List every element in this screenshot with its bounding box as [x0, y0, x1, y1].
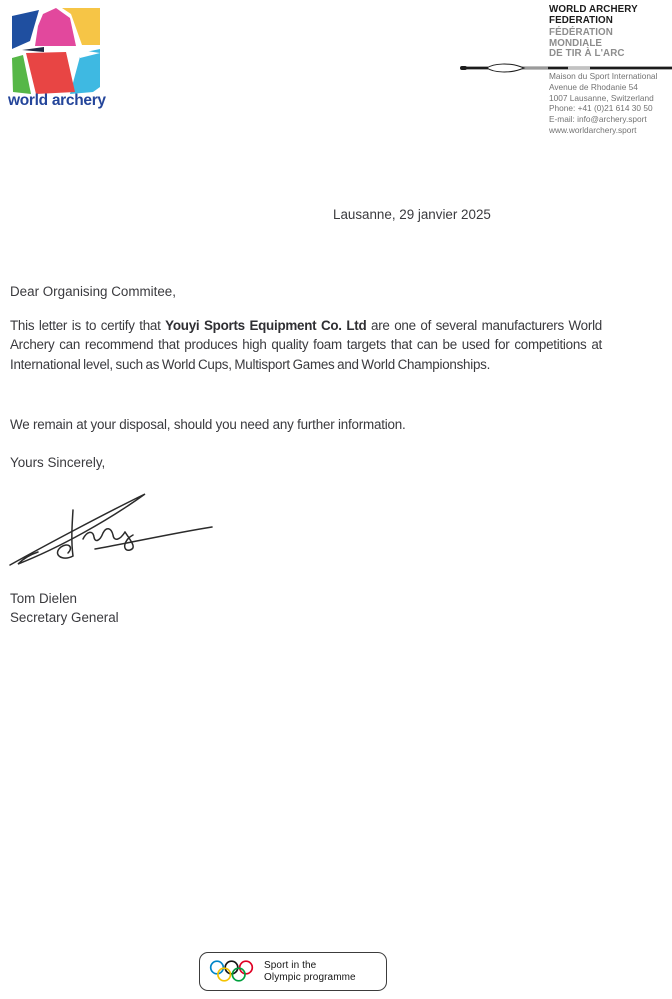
world-archery-logo-icon	[10, 7, 102, 94]
badge-text-line2: Olympic programme	[264, 971, 356, 983]
body-text-suffix: are one of several manufacturers World Archery can recommend that produces high quality foam targets that can be used for competitions at International level, such as World Cups, Multisport Games and World Championships.	[10, 318, 602, 372]
address-block	[549, 71, 657, 136]
address-line2: Avenue de Rhodanie 54	[549, 81, 638, 92]
org-name-fr-line1: FÉDÉRATION	[549, 27, 613, 38]
olympic-programme-badge	[199, 952, 387, 991]
logo-wordmark: world archery	[8, 92, 106, 109]
badge-text-line1: Sport in the	[264, 959, 317, 971]
address-phone: Phone: +41 (0)21 614 30 50	[549, 103, 653, 114]
address-line1: Maison du Sport International	[549, 71, 658, 81]
signatory-block	[10, 589, 119, 628]
signoff-line: Yours Sincerely,	[10, 455, 106, 470]
badge-text	[264, 960, 356, 984]
olympic-rings-icon	[209, 959, 255, 984]
signatory-title: Secretary General	[10, 610, 119, 626]
signature-icon	[4, 486, 219, 578]
body-text-prefix: This letter is to certify that	[10, 318, 166, 333]
org-name-fr-line3: DE TIR À L'ARC	[549, 48, 625, 60]
company-name: Youyi Sports Equipment Co. Ltd	[165, 318, 367, 333]
address-email: E-mail: info@archery.sport	[549, 114, 647, 125]
org-name-en-line2: FEDERATION	[549, 14, 613, 26]
signatory-name: Tom Dielen	[10, 591, 77, 606]
salutation: Dear Organising Commitee,	[10, 284, 176, 299]
body-paragraph	[10, 316, 602, 374]
org-name-fr	[549, 28, 625, 60]
address-website: www.worldarchery.sport	[549, 124, 637, 135]
closing-line: We remain at your disposal, should you need any further information.	[10, 417, 406, 432]
date-line: Lausanne, 29 janvier 2025	[333, 207, 491, 222]
address-line3: 1007 Lausanne, Switzerland	[549, 92, 654, 103]
org-name-en	[549, 5, 638, 26]
org-name-fr-line2: MONDIALE	[549, 37, 603, 49]
org-name-en-line1: WORLD ARCHERY	[549, 4, 638, 15]
